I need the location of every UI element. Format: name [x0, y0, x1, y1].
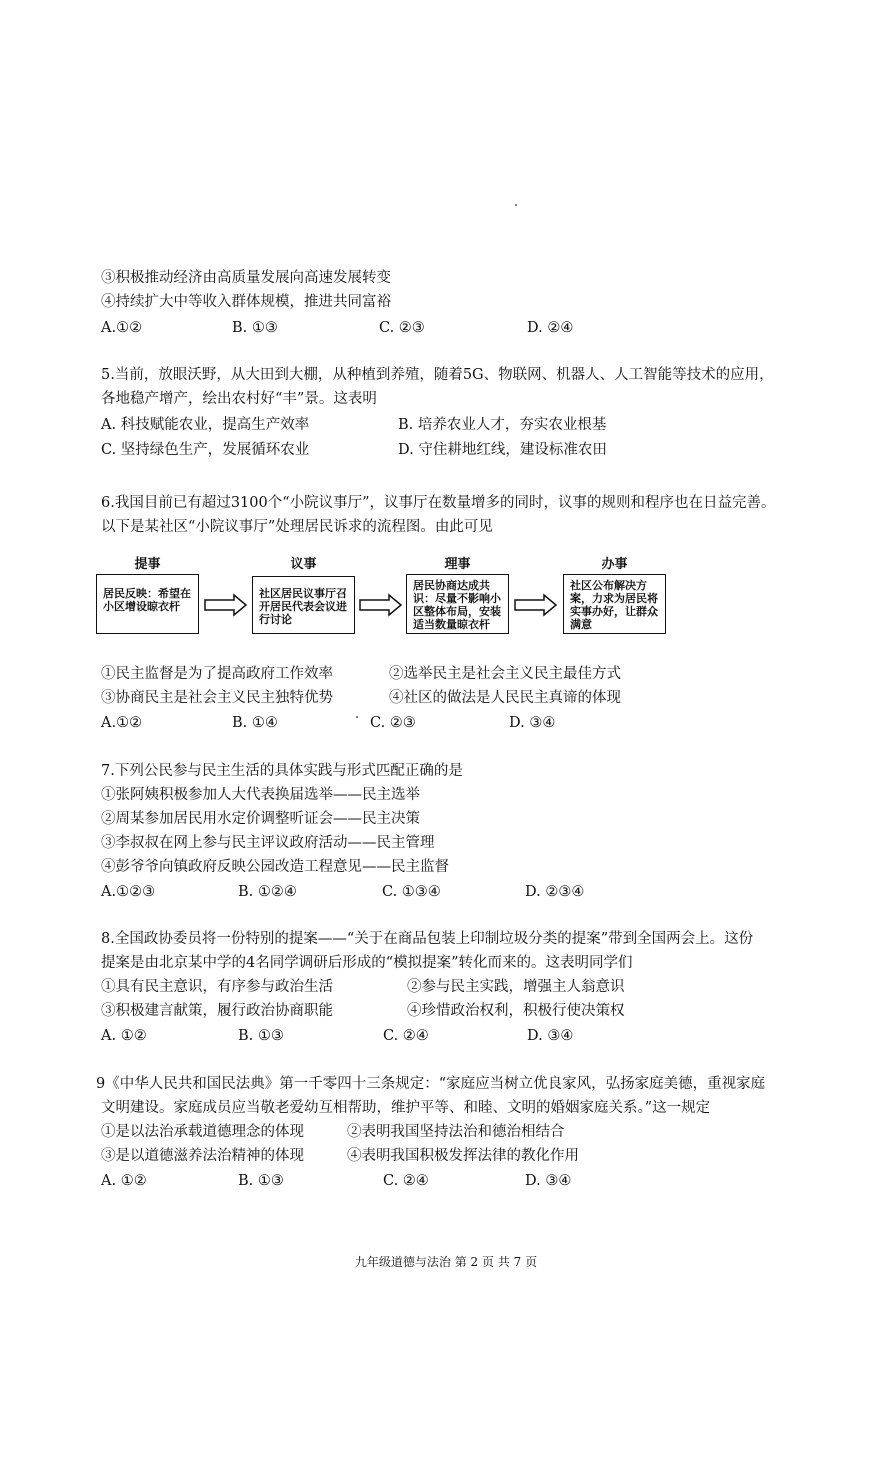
q4-option-d: D. ②④: [527, 320, 574, 336]
q5-option-a: A. 科技赋能农业，提高生产效率: [101, 417, 310, 433]
q9-item-4: ④表明我国积极发挥法律的教化作用: [347, 1148, 579, 1164]
q9-item-3: ③是以道德滋养法治精神的体现: [101, 1148, 304, 1164]
q9-item-2: ②表明我国坚持法治和德治相结合: [347, 1124, 565, 1140]
q8-item-2: ②参与民主实践，增强主人翁意识: [407, 979, 625, 995]
q7-option-d: D. ②③④: [525, 884, 585, 900]
q6-item-1: ①民主监督是为了提高政府工作效率: [101, 666, 333, 682]
q6-option-c: C. ②③: [370, 715, 416, 731]
q6-item-4: ④社区的做法是人民民主真谛的体现: [389, 690, 621, 706]
flow-step-4-box: 社区公布解决方案，力求为居民将实事办好，让群众满意: [563, 574, 666, 634]
q8-stem-line1: 8.全国政协委员将一份特别的提案——“关于在商品包装上印制垃圾分类的提案”带到全国两会上。这份: [101, 931, 754, 947]
q9-option-b: B. ①③: [238, 1173, 284, 1189]
q9-option-d: D. ③④: [525, 1173, 572, 1189]
flow-step-1-box: 居民反映：希望在小区增设晾衣杆: [96, 574, 199, 634]
page-footer: 九年级道德与法治 第 2 页 共 7 页: [354, 1255, 538, 1269]
q5-stem-line2: 各地稳产增产，绘出农村好“丰”景。这表明: [101, 391, 377, 407]
q7-item-4: ④彭爷爷向镇政府反映公园改造工程意见——民主监督: [101, 859, 449, 875]
q9-stem-line1: 9《中华人民共和国民法典》第一千零四十三条规定：“家庭应当树立优良家风，弘扬家庭美德，重视家庭: [96, 1076, 766, 1092]
q6-stem-line2: 以下是某社区“小院议事厅”处理居民诉求的流程图。由此可见: [101, 519, 493, 535]
q4-option-c: C. ②③: [379, 320, 425, 336]
q7-item-3: ③李叔叔在网上参与民主评议政府活动——民主管理: [101, 835, 435, 851]
q6-option-b: B. ①④: [232, 715, 278, 731]
q7-stem: 7.下列公民参与民主生活的具体实践与形式匹配正确的是: [101, 763, 463, 779]
q8-stem-line2: 提案是由北京某中学的4名同学调研后形成的“模拟提案”转化而来的。这表明同学们: [101, 955, 633, 971]
q8-option-c: C. ②④: [383, 1028, 429, 1044]
flow-arrow-icon: [359, 593, 403, 617]
scan-speck: [515, 204, 517, 206]
q9-option-c: C. ②④: [383, 1173, 429, 1189]
q5-option-d: D. 守住耕地红线，建设标准农田: [398, 442, 607, 458]
q4-item-4: ④持续扩大中等收入群体规模，推进共同富裕: [101, 294, 391, 310]
q9-option-a: A. ①②: [101, 1173, 147, 1189]
q4-option-a: A.①②: [101, 320, 143, 336]
q8-item-3: ③积极建言献策，履行政治协商职能: [101, 1003, 333, 1019]
q6-option-d: D. ③④: [509, 715, 556, 731]
flow-arrow-icon: [204, 593, 248, 617]
q8-item-4: ④珍惜政治权利，积极行使决策权: [407, 1003, 625, 1019]
flow-arrow-icon: [514, 593, 558, 617]
q9-stem-line2: 文明建设。家庭成员应当敬老爱幼互相帮助，维护平等、和睦、文明的婚姻家庭关系。”这一规定: [101, 1100, 711, 1116]
scan-speck: [356, 716, 358, 718]
flow-step-2-box: 社区居民议事厅召开居民代表会议进行讨论: [252, 576, 355, 634]
q8-option-a: A. ①②: [101, 1028, 147, 1044]
q7-option-b: B. ①②④: [238, 884, 297, 900]
q5-option-b: B. 培养农业人才，夯实农业根基: [398, 417, 607, 433]
q5-stem-line1: 5.当前，放眼沃野，从大田到大棚，从种植到养殖，随着5G、物联网、机器人、人工智能等技术的应用，: [101, 367, 774, 383]
q7-item-2: ②周某参加居民用水定价调整听证会——民主决策: [101, 811, 420, 827]
q4-item-3: ③积极推动经济由高质量发展向高速发展转变: [101, 270, 391, 286]
flow-step-4-title: 办事: [601, 557, 628, 572]
q9-item-1: ①是以法治承载道德理念的体现: [101, 1124, 304, 1140]
flow-step-1-title: 提事: [134, 557, 161, 572]
q6-item-3: ③协商民主是社会主义民主独特优势: [101, 690, 333, 706]
q7-option-c: C. ①③④: [382, 884, 441, 900]
q8-option-b: B. ①③: [238, 1028, 284, 1044]
q7-item-1: ①张阿姨积极参加人大代表换届选举——民主选举: [101, 787, 420, 803]
q7-option-a: A.①②③: [101, 884, 156, 900]
q4-option-b: B. ①③: [232, 320, 278, 336]
q6-item-2: ②选举民主是社会主义民主最佳方式: [389, 666, 621, 682]
q8-item-1: ①具有民主意识，有序参与政治生活: [101, 979, 333, 995]
q6-option-a: A.①②: [101, 715, 143, 731]
flow-step-3-box: 居民协商达成共识：尽量不影响小区整体布局，安装适当数量晾衣杆: [406, 574, 509, 634]
q6-stem-line1: 6.我国目前已有超过3100个“小院议事厅”，议事厅在数量增多的同时，议事的规则和程序也在日益完善。: [101, 495, 776, 511]
q5-option-c: C. 坚持绿色生产，发展循环农业: [101, 442, 310, 458]
q8-option-d: D. ③④: [527, 1028, 574, 1044]
flow-step-2-title: 议事: [290, 557, 317, 572]
flow-step-3-title: 理事: [444, 557, 471, 572]
